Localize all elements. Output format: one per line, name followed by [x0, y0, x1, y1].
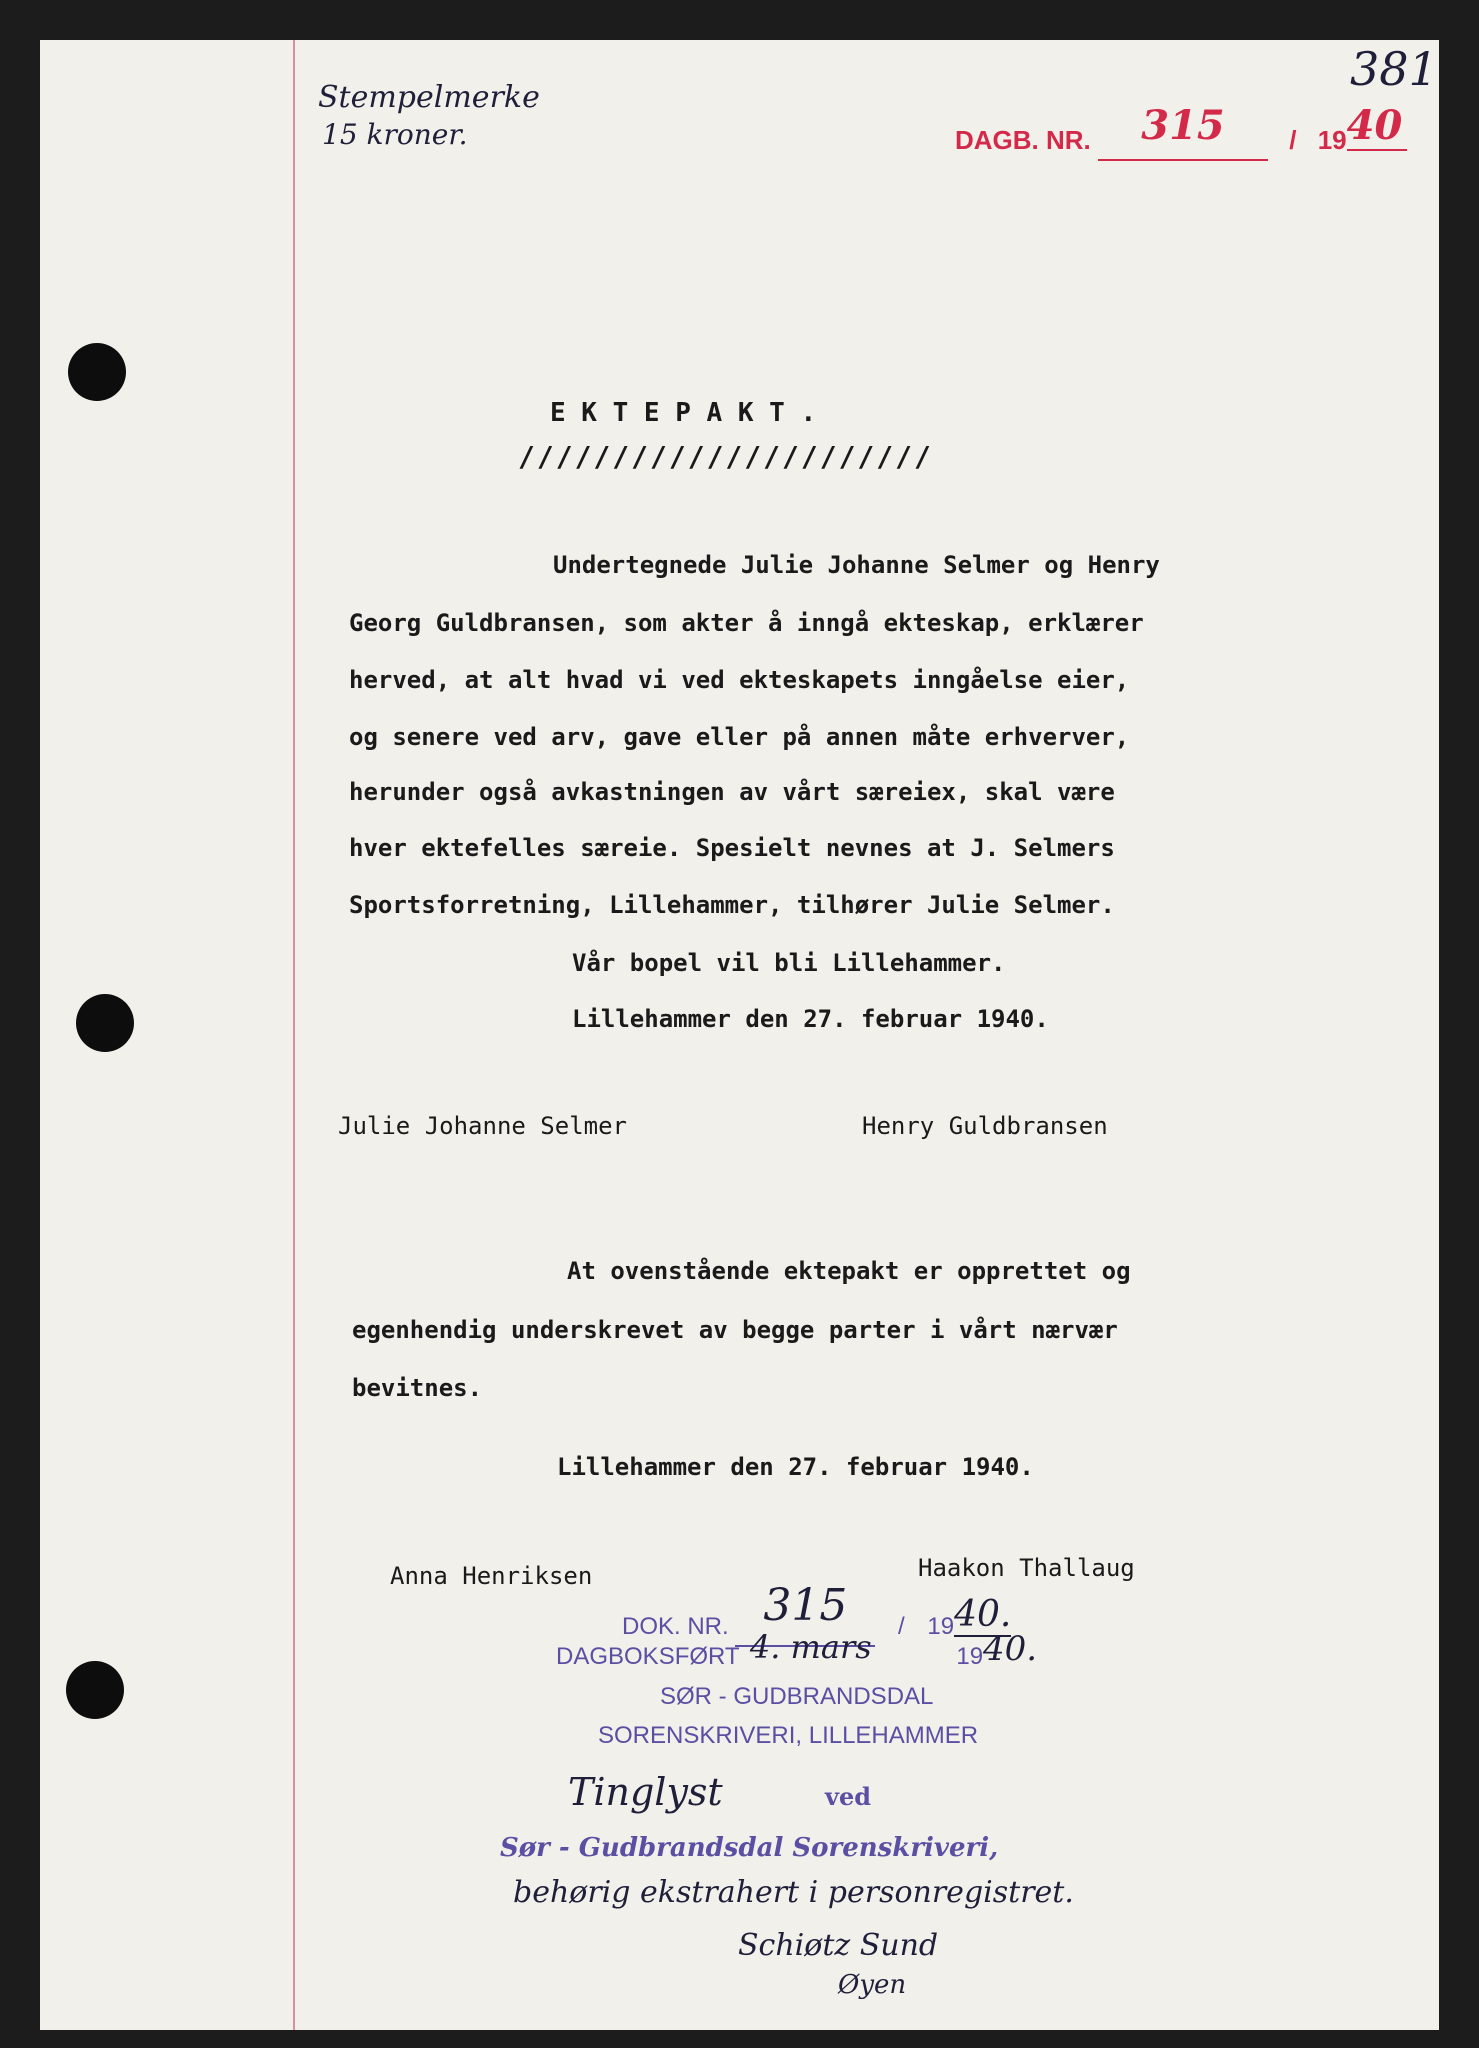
dagb-stamp	[955, 102, 1407, 161]
dok-label: DOK. NR.	[622, 1613, 729, 1640]
signatory-1: Julie Johanne Selmer	[338, 1112, 627, 1140]
dagboksfort-year-suffix: 40.	[983, 1629, 1038, 1669]
tinglyst-handwritten-2: behørig ekstrahert i personregistret.	[513, 1875, 1074, 1910]
title-underline: //////////////////////	[518, 440, 933, 473]
dagb-separator: /	[1289, 125, 1297, 155]
witness-date: Lillehammer den 27. februar 1940.	[557, 1453, 1034, 1481]
tinglyst-stamp-word: ved	[825, 1782, 871, 1811]
dok-year-prefix: 19	[927, 1613, 955, 1640]
office-line-2: SORENSKRIVERI, LILLEHAMMER	[598, 1722, 979, 1749]
dok-separator: /	[898, 1613, 905, 1640]
dagboksfort-line	[556, 1628, 1038, 1673]
dagb-year-suffix: 40	[1347, 102, 1407, 151]
page-number: 381	[1350, 42, 1438, 96]
body-line-8: Vår bopel vil bli Lillehammer.	[572, 949, 1006, 977]
tinglyst-handwritten: Tinglyst	[568, 1770, 723, 1814]
signatory-2: Henry Guldbransen	[862, 1112, 1108, 1140]
tinglyst-office: Sør - Gudbrandsdal Sorenskriveri,	[500, 1833, 999, 1863]
body-line-2: Georg Guldbransen, som akter å inngå ekteskap, erklærer	[349, 609, 1144, 637]
margin-line	[293, 40, 295, 2030]
dagboksfort-year-prefix: 19	[956, 1643, 984, 1670]
dok-number: 315	[763, 1580, 848, 1631]
punch-hole-bottom	[66, 1661, 124, 1719]
witness-1: Anna Henriksen	[390, 1562, 593, 1590]
dagb-year-prefix: 19	[1317, 125, 1347, 155]
body-line-3: herved, at alt hvad vi ved ekteskapets inngåelse eier,	[349, 666, 1130, 694]
dagb-label: DAGB. NR.	[955, 125, 1091, 155]
witness-2: Haakon Thallaug	[918, 1554, 1135, 1582]
tinglyst-signature: Schiøtz Sund	[738, 1928, 939, 1963]
document-title: E K T E P A K T .	[550, 398, 817, 428]
dagboksfort-date: 4. mars	[749, 1628, 872, 1666]
dagb-number-field	[1098, 102, 1268, 161]
punch-hole-middle	[76, 994, 134, 1052]
dagb-number: 315	[1141, 102, 1225, 149]
body-line-6: hver ektefelles særeie. Spesielt nevnes at J. Selmers	[349, 834, 1115, 862]
dagboksfort-label: DAGBOKSFØRT	[556, 1643, 740, 1670]
witness-line-2: egenhendig underskrevet av begge parter i vårt nærvær	[352, 1316, 1118, 1344]
body-line-1: Undertegnede Julie Johanne Selmer og Henry	[553, 551, 1160, 579]
body-line-5: herunder også avkastningen av vårt særeiex, skal være	[349, 778, 1115, 806]
body-line-7: Sportsforretning, Lillehammer, tilhører Julie Selmer.	[349, 891, 1115, 919]
body-line-9: Lillehammer den 27. februar 1940.	[572, 1005, 1049, 1033]
dok-year-suffix: 40.	[954, 1594, 1012, 1635]
body-line-4: og senere ved arv, gave eller på annen måte erhverver,	[349, 723, 1130, 751]
witness-line-3: bevitnes.	[352, 1374, 483, 1402]
punch-hole-top	[68, 343, 126, 401]
stamp-note-line1: Stempelmerke	[318, 80, 540, 115]
witness-line-1: At ovenstående ektepakt er opprettet og	[567, 1257, 1131, 1285]
stamp-note-line2: 15 kroner.	[322, 118, 468, 151]
office-line-1: SØR - GUDBRANDSDAL	[660, 1683, 934, 1710]
tinglyst-initials: Øyen	[838, 1970, 907, 2000]
